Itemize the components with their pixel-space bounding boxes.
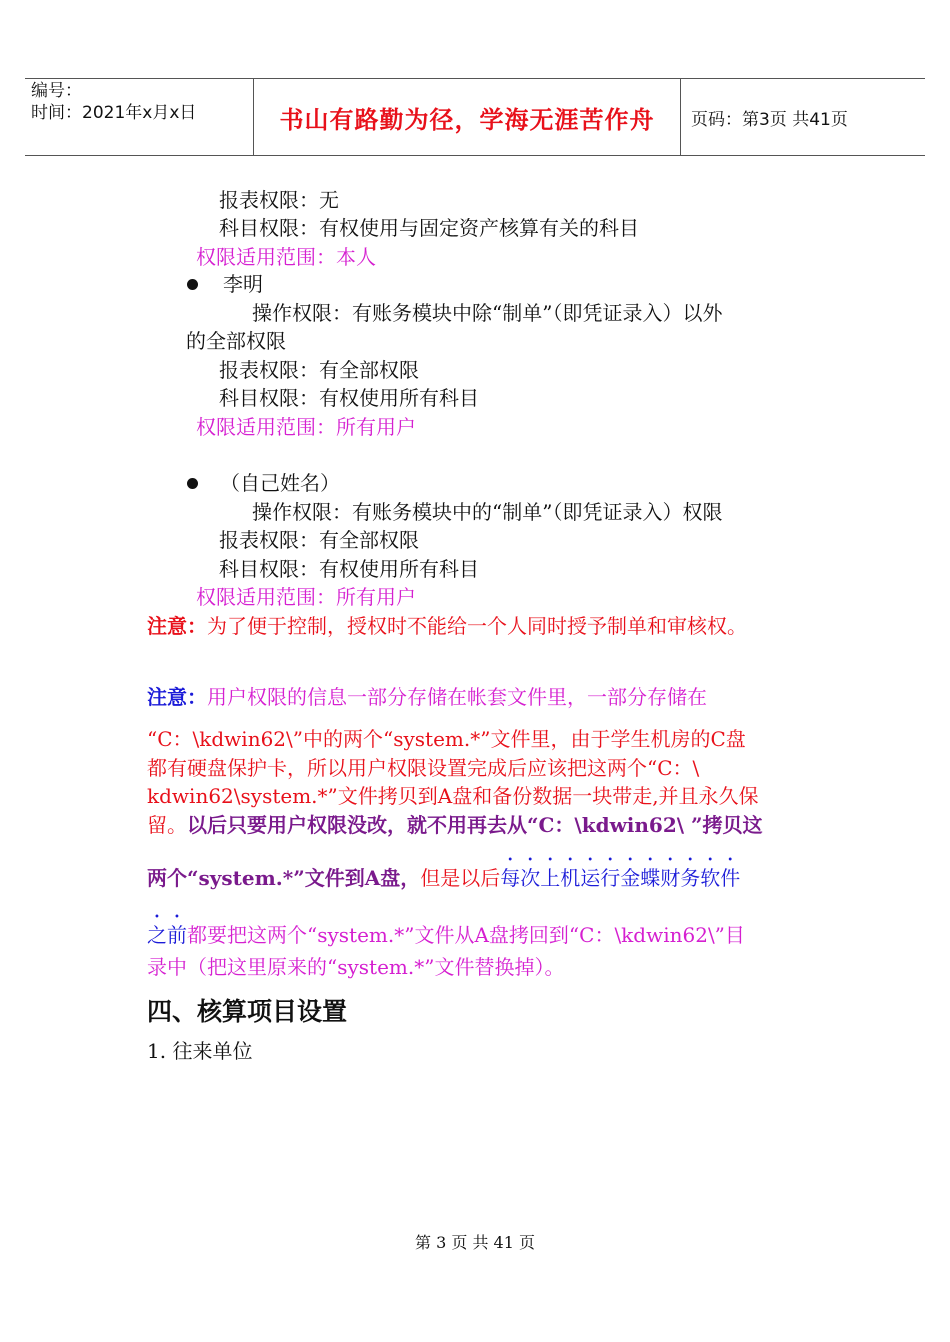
subject-permission-2: 科目权限：有权使用所有科目 xyxy=(219,386,479,410)
scope-2: 权限适用范围：所有用户 xyxy=(196,415,416,439)
report-permission-2: 报表权限：有全部权限 xyxy=(219,358,419,382)
user-name-liming: 李明 xyxy=(223,272,263,296)
doc-time-label: 时间：2021年x月x日 xyxy=(31,103,197,123)
note-2-text-g2: 都要把这两个“system.*”文件从A盘拷回到“C：\kdwin62\”目 xyxy=(187,923,745,947)
note-2-text-f1: 两个“system.*”文件到A盘， xyxy=(147,866,421,890)
note-2-text-e2: 以后只要用户权限没改，就不用再去从“C：\kdwin62\ ”拷贝这 xyxy=(187,813,763,837)
note-2-line-g xyxy=(147,912,745,949)
report-permission-3: 报表权限：有全部权限 xyxy=(219,528,419,552)
list-item-1: 1. 往来单位 xyxy=(147,1039,253,1063)
report-permission-1: 报表权限：无 xyxy=(219,188,339,212)
header-page-info: 页码：第3页 共41页 xyxy=(691,109,848,130)
operation-permission-2a: 操作权限：有账务模块中除“制单”（即凭证录入）以外 xyxy=(252,301,723,325)
user-name-self: （自己姓名） xyxy=(220,471,340,495)
note-2-line-e xyxy=(147,811,763,839)
note-2-text-g1: 之前 xyxy=(147,923,187,947)
page-footer: 第 3 页 共 41 页 xyxy=(415,1233,535,1252)
note-2-label: 注意： xyxy=(147,685,207,709)
note-2-line-c: 都有硬盘保护卡，所以用户权限设置完成后应该把这两个“C：\ xyxy=(147,756,700,780)
operation-permission-2b: 的全部权限 xyxy=(186,329,286,353)
operation-permission-3: 操作权限：有账务模块中的“制单”（即凭证录入）权限 xyxy=(252,500,723,524)
scope-3: 权限适用范围：所有用户 xyxy=(196,585,416,609)
bullet-icon xyxy=(187,279,198,290)
note-2-line-h: 录中（把这里原来的“system.*”文件替换掉）。 xyxy=(147,955,565,979)
bullet-icon xyxy=(187,478,198,489)
note-2-line-d: kdwin62\system.*”文件拷贝到A盘和备份数据一块带走,并且永久保 xyxy=(147,784,759,808)
scope-1: 权限适用范围：本人 xyxy=(196,245,376,269)
header-motto: 书山有路勤为径，学海无涯苦作舟 xyxy=(253,79,681,155)
note-2-line-b: “C：\kdwin62\”中的两个“system.*”文件里，由于学生机房的C盘 xyxy=(147,727,746,751)
header-meta xyxy=(25,79,253,155)
subject-permission-1: 科目权限：有权使用与固定资产核算有关的科目 xyxy=(219,216,639,240)
note-2-text-f3: 每次上机运行金蝶财务软件 xyxy=(500,866,741,890)
section-title: 四、核算项目设置 xyxy=(147,997,348,1026)
note-2-text-a: 用户权限的信息一部分存储在帐套文件里，一部分存储在 xyxy=(207,685,707,709)
subject-permission-3: 科目权限：有权使用所有科目 xyxy=(219,557,479,581)
note-1 xyxy=(147,612,747,640)
document-header xyxy=(25,78,925,156)
note-1-text: 为了便于控制，授权时不能给一个人同时授予制单和审核权。 xyxy=(207,614,747,638)
note-2-text-e1: 留。 xyxy=(147,813,187,837)
note-2-line-f xyxy=(147,855,740,892)
note-2-line-a xyxy=(147,683,707,711)
note-1-label: 注意： xyxy=(147,614,207,638)
doc-number-label: 编号： xyxy=(31,81,82,101)
note-2-text-f2: 但是以后 xyxy=(420,866,501,890)
